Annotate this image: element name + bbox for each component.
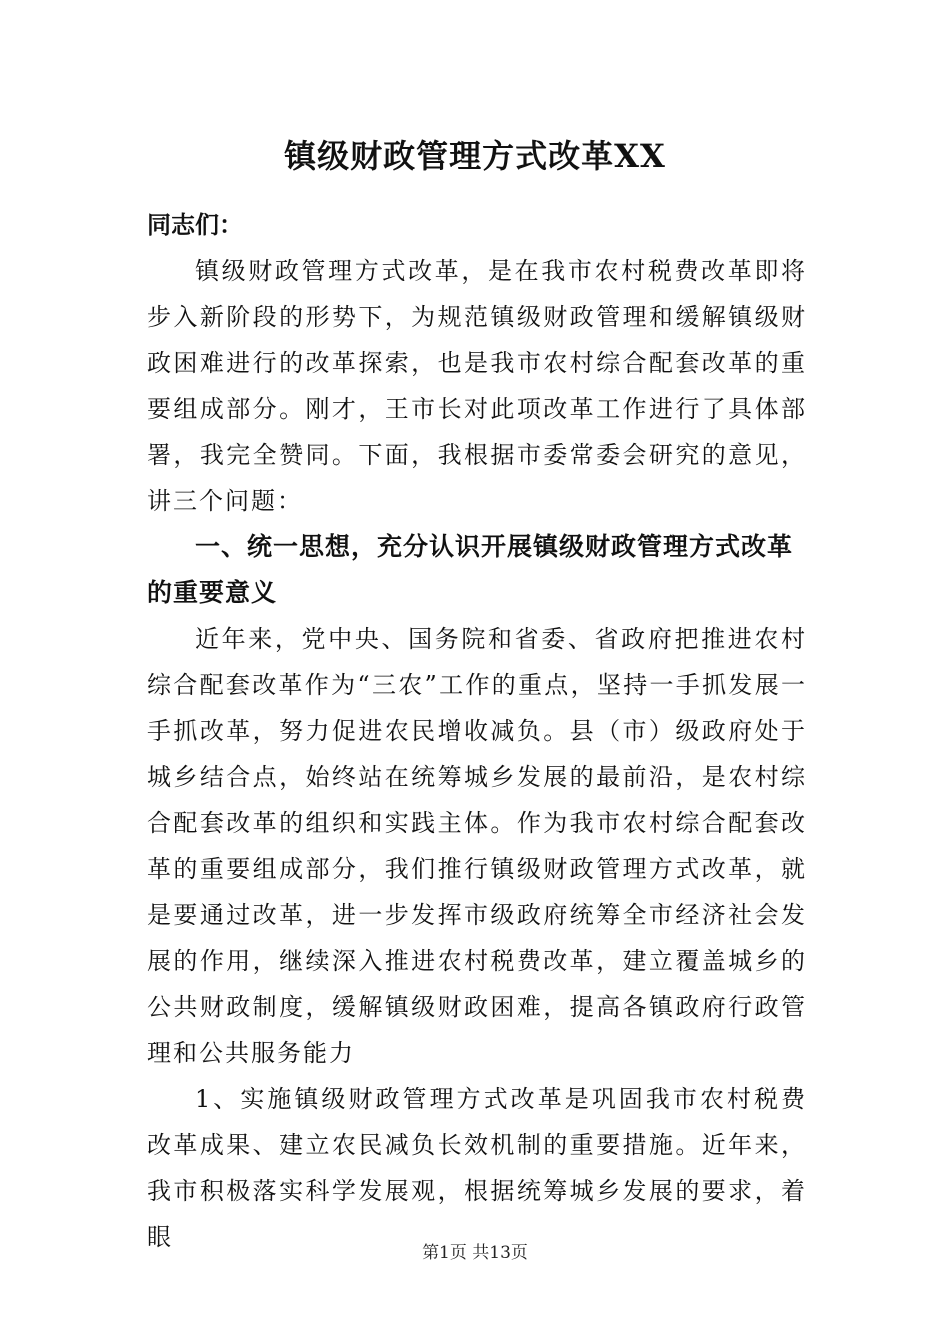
paragraph-point-1: 1、实施镇级财政管理方式改革是巩固我市农村税费改革成果、建立农民减负长效机制的重要措施。近年来，我市积极落实科学发展观，根据统筹城乡发展的要求，着眼 — [147, 1085, 807, 1251]
document-body — [147, 202, 807, 1260]
paragraph-intro: 镇级财政管理方式改革，是在我市农村税费改革即将步入新阶段的形势下，为规范镇级财政管理和缓解镇级财政困难进行的改革探索，也是我市农村综合配套改革的重要组成部分。刚才，王市长对此项改革工作进行了具体部署，我完全赞同。下面，我根据市委常委会研究的意见，讲三个问题： — [147, 257, 807, 515]
page-footer: 第1页 共13页 — [422, 1243, 528, 1263]
document-title: 镇级财政管理方式改革XX — [284, 137, 666, 175]
salutation: 同志们： — [147, 211, 243, 239]
paragraph-section-1: 近年来，党中央、国务院和省委、省政府把推进农村综合配套改革作为“三农”工作的重点，坚持一手抓发展一手抓改革，努力促进农民增收减负。县（市）级政府处于城乡结合点，始终站在统筹城乡发展的最前沿，是农村综合配套改革的组织和实践主体。作为我市农村综合配套改革的重要组成部分，我们推行镇级财政管理方式改革，就是要通过改革，进一步发挥市级政府统筹全市经济社会发展的作用，继续深入推进农村税费改革，建立覆盖城乡的公共财政制度，缓解镇级财政困难，提高各镇政府行政管理和公共服务能力 — [147, 625, 807, 1067]
section-heading-1: 一、统一思想，充分认识开展镇级财政管理方式改革的重要意义 — [147, 532, 794, 607]
